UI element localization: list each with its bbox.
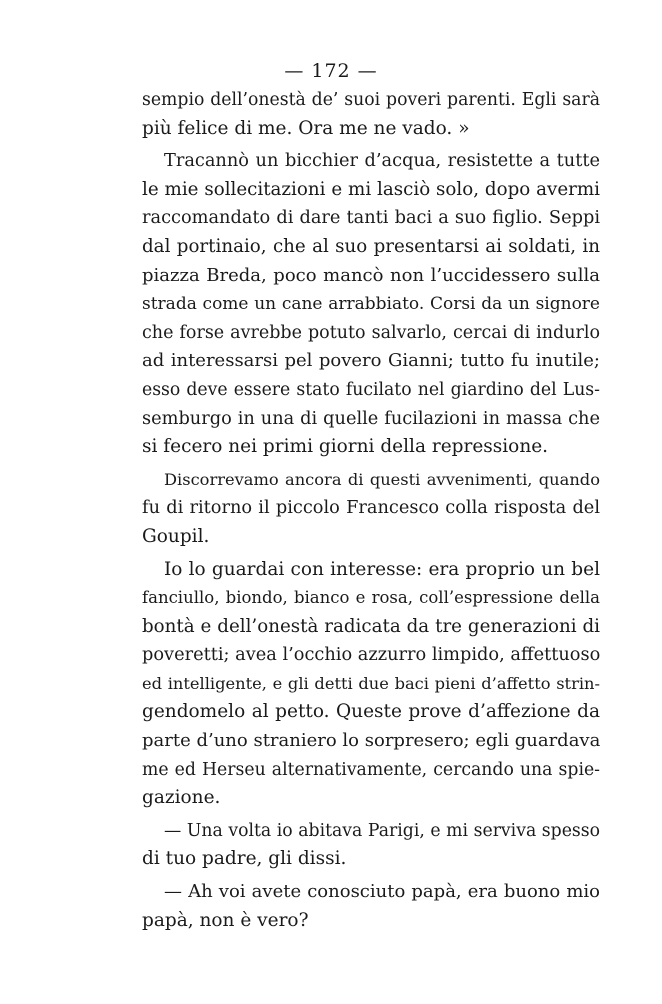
paragraph — [142, 86, 600, 143]
text-line: poveretti; avea l’occhio azzurro limpido, affettuoso — [142, 645, 601, 666]
text-line: — Ah voi avete conosciuto papà, era buono mio — [164, 881, 600, 903]
text-line: ed intelligente, e gli detti due baci pieni d’affetto strin- — [142, 673, 600, 693]
text-line: di tuo padre, gli dissi. — [142, 848, 347, 870]
text-line: le mie sollecitazioni e mi lasciò solo, dopo avermi — [142, 178, 600, 200]
page-number: — 172 — — [284, 60, 378, 82]
text-line: Goupil. — [142, 525, 210, 547]
text-line: fanciullo, biondo, bianco e rosa, coll’espressione della — [142, 588, 600, 608]
body-text — [142, 86, 600, 939]
text-line: sempio dell’onestà de’ suoi poveri parenti. Egli sarà — [142, 90, 600, 110]
paragraph — [142, 878, 600, 935]
text-line: Io lo guardai con interesse: era proprio un bel — [164, 558, 600, 580]
text-line: papà, non è vero? — [142, 909, 309, 931]
text-line: — Una volta io abitava Parigi, e mi serviva spesso — [164, 820, 600, 841]
paragraph — [142, 147, 600, 462]
text-line: si fecero nei primi giorni della repressione. — [142, 436, 549, 458]
text-line: fu di ritorno il piccolo Francesco colla risposta del — [142, 498, 600, 519]
paragraph — [142, 466, 600, 552]
text-line: raccomandato di dare tanti baci a suo figlio. Seppi — [142, 208, 600, 229]
text-line: gendomelo al petto. Queste prove d’affezione da — [142, 701, 600, 723]
text-line: strada come un cane arrabbiato. Corsi da un signore — [142, 294, 600, 315]
text-line: semburgo in una di quelle fucilazioni in massa che — [142, 408, 600, 429]
text-line: esso deve essere stato fucilato nel giardino del Lus- — [142, 379, 600, 400]
text-line: dal portinaio, che al suo presentarsi ai soldati, in — [142, 235, 600, 257]
text-line: Discorrevamo ancora di questi avvenimenti, quando — [164, 469, 600, 489]
paragraph — [142, 817, 600, 874]
text-line: parte d’uno straniero lo sorpresero; egli guardava — [142, 730, 601, 752]
text-line: più felice di me. Ora me ne vado. » — [142, 117, 470, 139]
text-line: Tracannò un bicchier d’acqua, resistette a tutte — [164, 151, 600, 172]
text-line: che forse avrebbe potuto salvarlo, cercai di indurlo — [142, 322, 600, 343]
text-line: ad interessarsi pel povero Gianni; tutto fu inutile; — [142, 350, 600, 372]
text-line: me ed Herseu alternativamente, cercando una spie- — [142, 759, 600, 780]
paragraph — [142, 556, 600, 813]
text-line: piazza Breda, poco mancò non l’uccidessero sulla — [142, 264, 600, 286]
text-line: gazione. — [142, 787, 221, 809]
text-line: bontà e dell’onestà radicata da tre generazioni di — [142, 615, 600, 637]
